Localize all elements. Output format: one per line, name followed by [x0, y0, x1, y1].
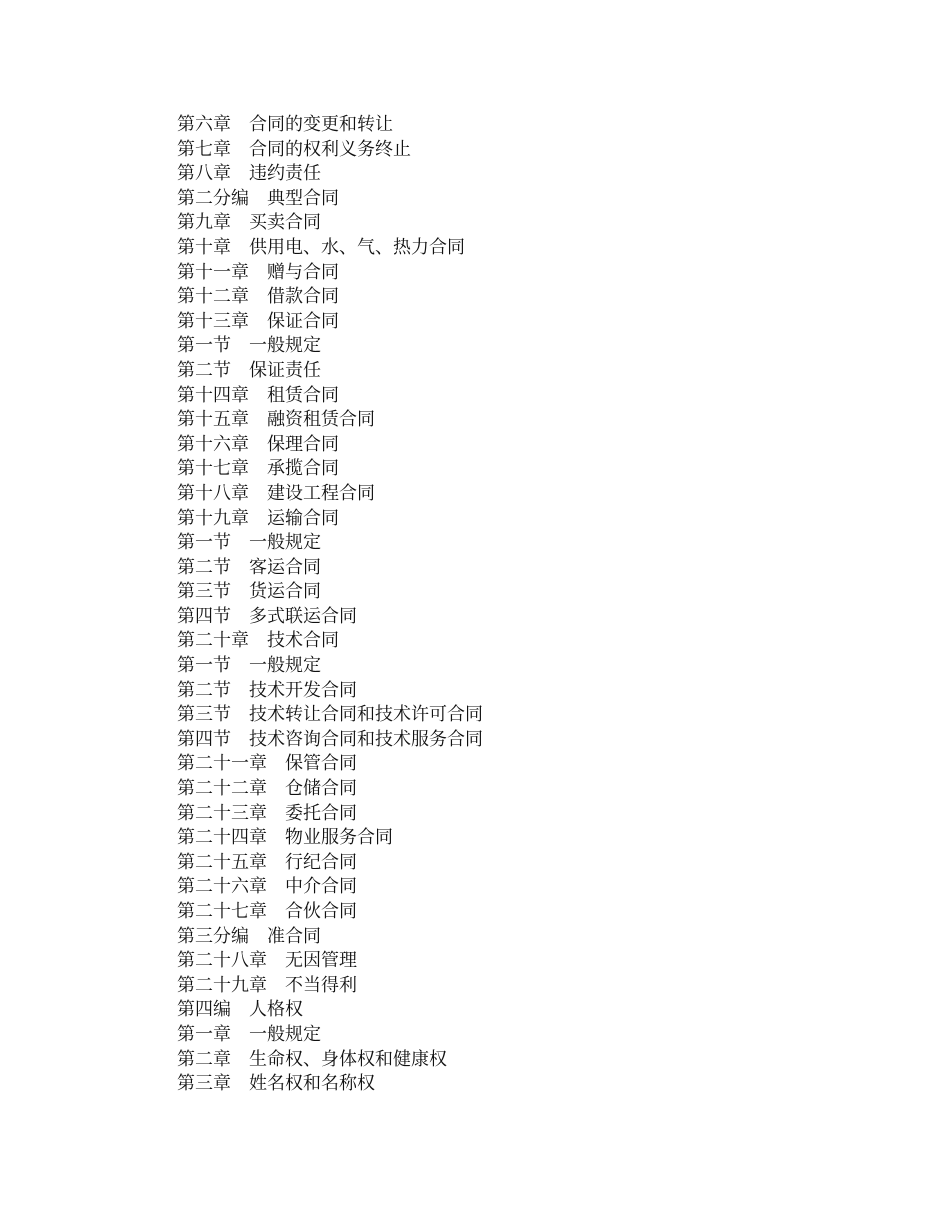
- toc-line: 第二十五章 行纪合同: [177, 851, 357, 873]
- toc-line: 第三章 姓名权和名称权: [177, 1073, 375, 1095]
- toc-line: 第三节 技术转让合同和技术许可合同: [177, 704, 483, 726]
- toc-line: 第十三章 保证合同: [177, 310, 339, 332]
- toc-line: 第十八章 建设工程合同: [177, 482, 375, 504]
- toc-line: 第四节 多式联运合同: [177, 605, 357, 627]
- toc-line: 第二十四章 物业服务合同: [177, 827, 393, 849]
- toc-line: 第八章 违约责任: [177, 163, 321, 185]
- toc-line: 第三分编 准合同: [177, 925, 321, 947]
- toc-line: 第二分编 典型合同: [177, 187, 339, 209]
- toc-line: 第二节 技术开发合同: [177, 679, 357, 701]
- toc-line: 第十七章 承揽合同: [177, 458, 339, 480]
- toc-line: 第十五章 融资租赁合同: [177, 409, 375, 431]
- table-of-contents: [177, 113, 483, 1097]
- toc-line: 第一节 一般规定: [177, 655, 321, 677]
- toc-line: 第一节 一般规定: [177, 335, 321, 357]
- toc-line: 第二十六章 中介合同: [177, 876, 357, 898]
- toc-line: 第二十八章 无因管理: [177, 950, 357, 972]
- toc-line: 第三节 货运合同: [177, 581, 321, 603]
- toc-line: 第二十二章 仓储合同: [177, 778, 357, 800]
- toc-line: 第二十九章 不当得利: [177, 974, 357, 996]
- toc-line: 第十六章 保理合同: [177, 433, 339, 455]
- toc-line: 第四编 人格权: [177, 999, 303, 1021]
- toc-line: 第十一章 赠与合同: [177, 261, 339, 283]
- toc-line: 第二节 客运合同: [177, 556, 321, 578]
- toc-line: 第四节 技术咨询合同和技术服务合同: [177, 728, 483, 750]
- toc-line: 第一节 一般规定: [177, 532, 321, 554]
- toc-line: 第二十一章 保管合同: [177, 753, 357, 775]
- toc-line: 第二十章 技术合同: [177, 630, 339, 652]
- toc-line: 第七章 合同的权利义务终止: [177, 138, 411, 160]
- toc-line: 第六章 合同的变更和转让: [177, 114, 393, 135]
- toc-line: 第十九章 运输合同: [177, 507, 339, 529]
- toc-line: 第九章 买卖合同: [177, 212, 321, 234]
- toc-line: 第二十三章 委托合同: [177, 802, 357, 824]
- toc-line: 第一章 一般规定: [177, 1023, 321, 1045]
- toc-line: 第十章 供用电、水、气、热力合同: [177, 236, 465, 258]
- toc-line: 第十四章 租赁合同: [177, 384, 339, 406]
- toc-line: 第二章 生命权、身体权和健康权: [177, 1048, 447, 1070]
- toc-line: 第十二章 借款合同: [177, 286, 339, 308]
- toc-line: 第二十七章 合伙合同: [177, 901, 357, 922]
- toc-line: 第二节 保证责任: [177, 359, 321, 381]
